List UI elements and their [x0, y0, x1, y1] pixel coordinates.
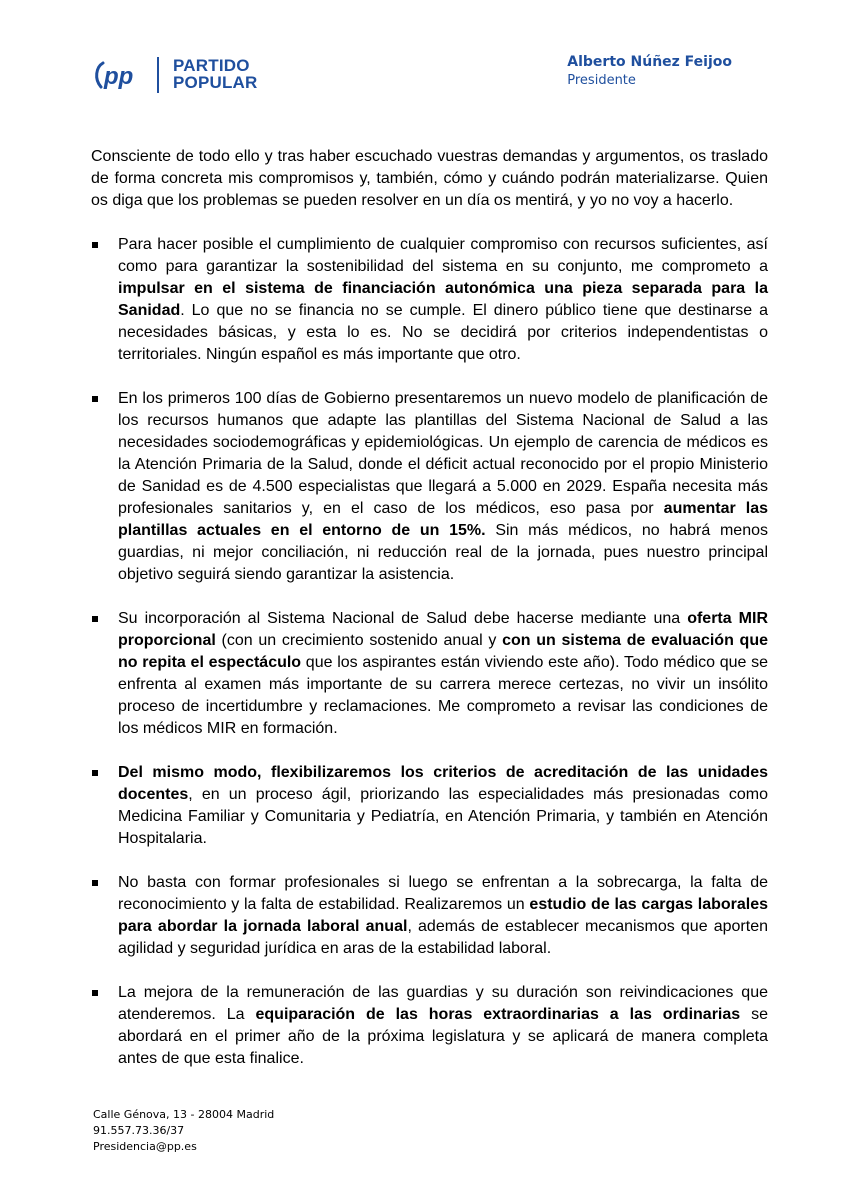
commitment-item	[91, 762, 768, 850]
item-emphasis: impulsar en el sistema de financiación autonómica una pieza separada para la Sanidad	[118, 280, 768, 319]
commitment-item	[91, 982, 768, 1070]
letter-body	[91, 146, 768, 1092]
commitment-item	[91, 234, 768, 366]
commitment-item	[91, 388, 768, 586]
svg-text:pp: pp	[104, 63, 134, 90]
item-emphasis: Del mismo modo, flexibilizaremos los criterios de acreditación de las unidades docentes	[118, 764, 768, 803]
signer-block	[567, 52, 732, 90]
item-emphasis: equiparación de las horas extraordinarias a las ordinarias	[255, 1006, 741, 1023]
item-text: , en un proceso ágil, priorizando las especialidades más presionadas como Medicina Familiar y Comunitaria y Pediatría, en Atención Primaria, y también en Atención Hospitalaria.	[118, 786, 768, 847]
item-text: Para hacer posible el cumplimiento de cualquier compromiso con recursos suficientes, así como para garantizar la sostenibilidad del sistema en su conjunto, me comprometo a	[118, 236, 768, 275]
logo-line-1: PARTIDO	[173, 56, 250, 75]
item-emphasis: oferta MIR proporcional	[118, 610, 768, 649]
footer-email: Presidencia@pp.es	[93, 1140, 197, 1153]
item-emphasis: estudio de las cargas laborales para abordar la jornada laboral anual	[118, 896, 769, 935]
letterhead	[0, 0, 849, 110]
letter-footer	[93, 1107, 274, 1155]
square-bullet-icon	[92, 770, 98, 776]
logo-wordmark	[173, 57, 258, 91]
footer-address: Calle Génova, 13 - 28004 Madrid	[93, 1108, 275, 1121]
item-text: Su incorporación al Sistema Nacional de Salud debe hacerse mediante una	[118, 610, 688, 627]
commitment-item	[91, 872, 768, 960]
item-text: En los primeros 100 días de Gobierno presentaremos un nuevo modelo de planificación de los recursos humanos que adapte las plantillas del Sistema Nacional de Salud a las necesidades sociodemográficas y epidemiológicas. Un ejemplo de carencia de médicos es la Atención Primaria de la Salud, donde el déficit actual reconocido por el propio Ministerio de Sanidad es de 4.500 especialistas que llegará a 5.000 en 2029. España necesita más profesionales sanitarios y, en el caso de los médicos, eso pasa por	[118, 390, 768, 517]
signer-name: Alberto Núñez Feijoo	[567, 54, 732, 70]
intro-paragraph: Consciente de todo ello y tras haber escuchado vuestras demandas y argumentos, os traslado de forma concreta mis compromisos y, también, cómo y cuándo podrán materializarse. Quien os diga que los problemas se pueden resolver en un día os mentirá, y yo no voy a hacerlo.	[91, 148, 768, 209]
item-emphasis: aumentar las plantillas actuales en el entorno de un 15%.	[118, 500, 769, 539]
pp-logo-icon	[93, 57, 149, 93]
item-text: que los aspirantes están viviendo este año). Todo médico que se enfrenta al examen más importante de su carrera merece certezas, no vivir un insólito proceso de incertidumbre y reclamaciones. Me comprometo a revisar las condiciones de los médicos MIR en formación.	[118, 654, 768, 737]
party-logo	[93, 57, 293, 93]
square-bullet-icon	[92, 616, 98, 622]
square-bullet-icon	[92, 990, 98, 996]
commitment-item	[91, 608, 768, 740]
item-emphasis: con un sistema de evaluación que no repita el espectáculo	[118, 632, 768, 671]
footer-phone: 91.557.73.36/37	[93, 1124, 185, 1137]
item-text: No basta con formar profesionales si luego se enfrentan a la sobrecarga, la falta de reconocimiento y la falta de estabilidad. Realizaremos un	[118, 874, 768, 913]
logo-line-2: POPULAR	[173, 73, 258, 92]
item-text: , además de establecer mecanismos que aporten agilidad y seguridad jurídica en aras de la estabilidad laboral.	[118, 918, 769, 957]
item-text: . Lo que no se financia no se cumple. El dinero público tiene que destinarse a necesidades básicas, y esta lo es. No se decidirá por criterios independentistas o territoriales. Ningún español es más importante que otro.	[118, 302, 768, 363]
logo-divider	[157, 57, 159, 93]
item-text: se abordará en el primer año de la próxima legislatura y se aplicará de manera completa antes de que esta finalice.	[118, 1006, 768, 1067]
signer-role: Presidente	[567, 73, 636, 88]
item-text: (con un crecimiento sostenido anual y	[215, 632, 503, 649]
commitments-list	[91, 234, 768, 1070]
square-bullet-icon	[92, 396, 98, 402]
square-bullet-icon	[92, 880, 98, 886]
item-text: Sin más médicos, no habrá menos guardias, ni mejor conciliación, ni reducción real de la jornada, pues nuestro principal objetivo seguirá siendo garantizar la asistencia.	[118, 522, 768, 583]
square-bullet-icon	[92, 242, 98, 248]
item-text: La mejora de la remuneración de las guardias y su duración son reivindicaciones que atenderemos. La	[118, 984, 768, 1023]
